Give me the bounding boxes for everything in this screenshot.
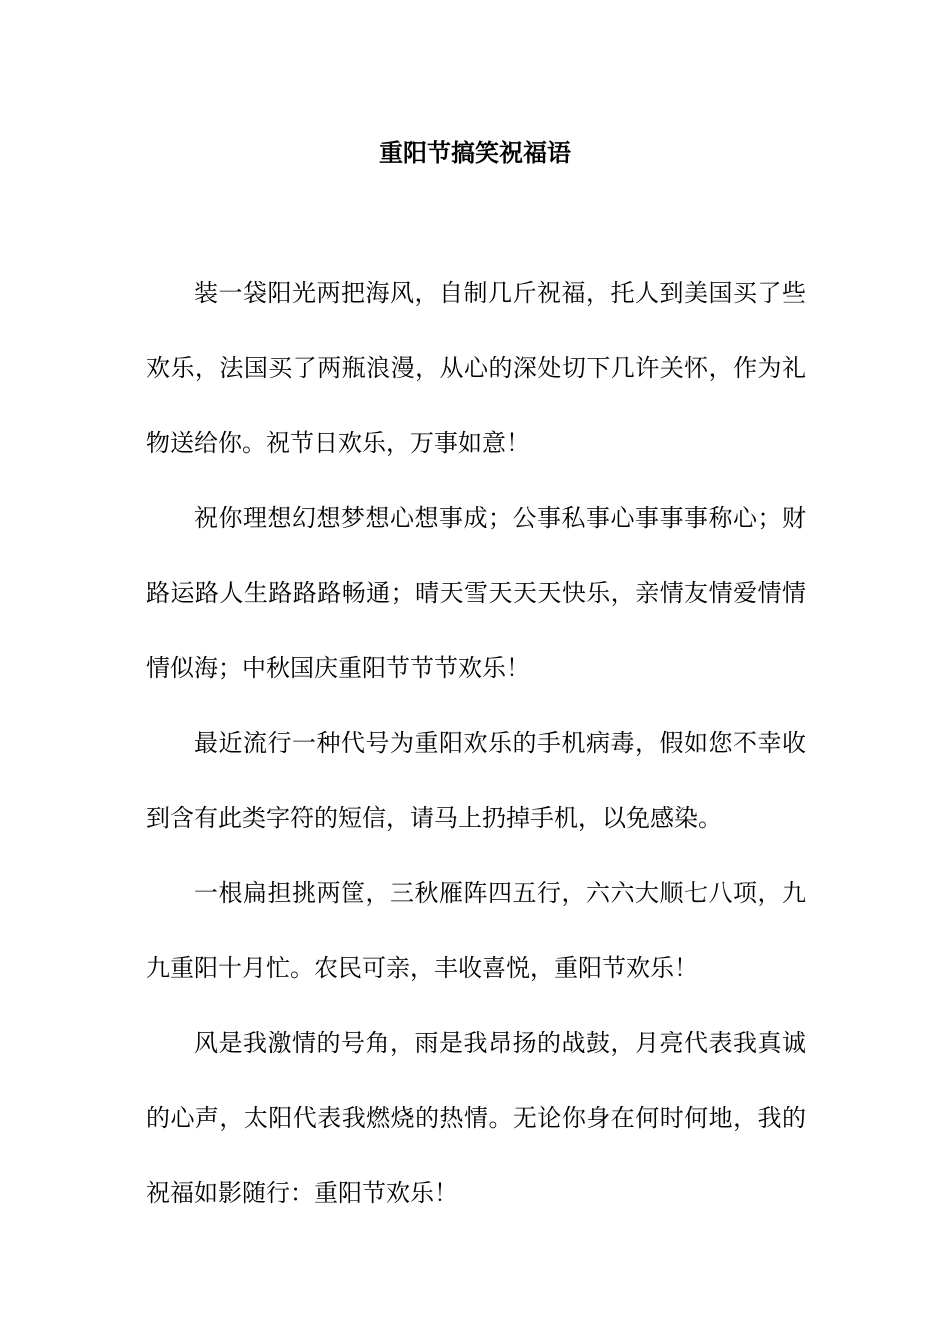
document-title: 重阳节搞笑祝福语 <box>379 138 571 167</box>
document-body <box>146 256 806 1231</box>
paragraph: 一根扁担挑两筐，三秋雁阵四五行，六六大顺七八项，九九重阳十月忙。农民可亲，丰收喜悦，重阳节欢乐！ <box>146 879 806 982</box>
paragraph: 风是我激情的号角，雨是我昂扬的战鼓，月亮代表我真诚的心声，太阳代表我燃烧的热情。无论你身在何时何地，我的祝福如影随行：重阳节欢乐！ <box>146 1029 806 1207</box>
paragraph: 最近流行一种代号为重阳欢乐的手机病毒，假如您不幸收到含有此类字符的短信，请马上扔掉手机，以免感染。 <box>146 729 806 832</box>
paragraph: 祝你理想幻想梦想心想事成；公事私事心事事事称心；财路运路人生路路路畅通；晴天雪天天天快乐，亲情友情爱情情情似海；中秋国庆重阳节节节欢乐！ <box>146 504 806 682</box>
paragraph: 装一袋阳光两把海风，自制几斤祝福，托人到美国买了些欢乐，法国买了两瓶浪漫，从心的深处切下几许关怀，作为礼物送给你。祝节日欢乐，万事如意！ <box>146 279 806 457</box>
